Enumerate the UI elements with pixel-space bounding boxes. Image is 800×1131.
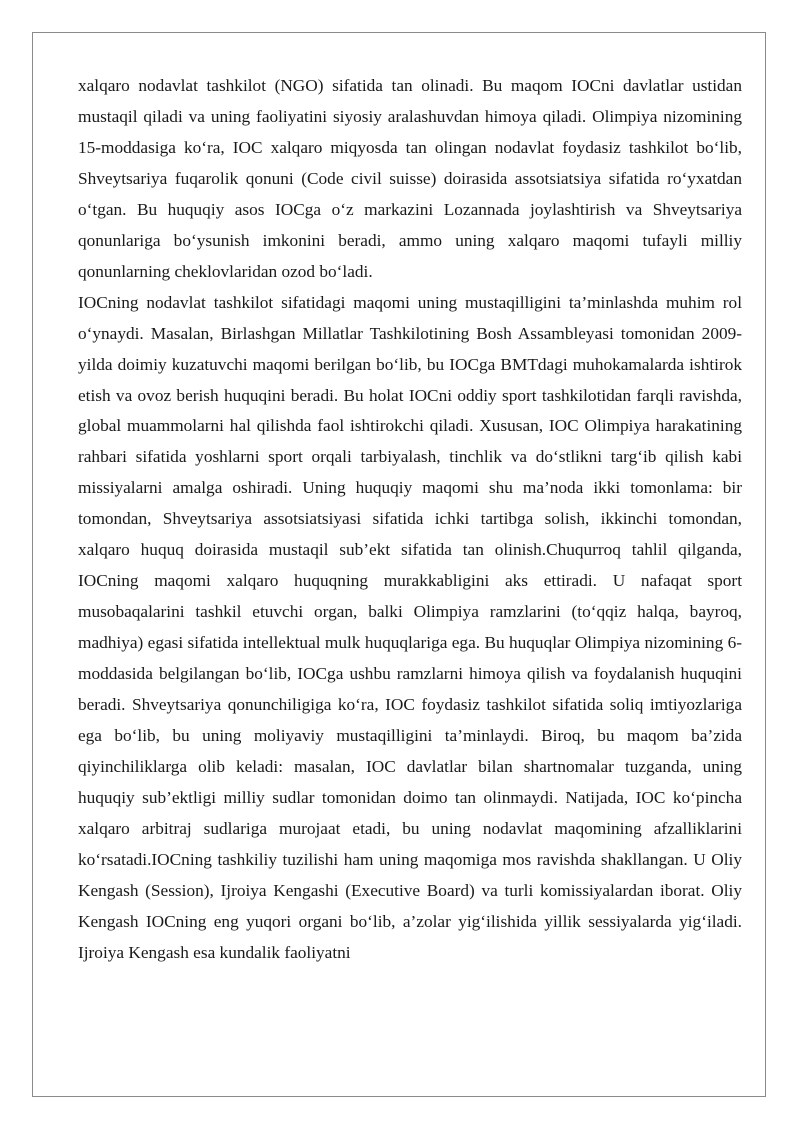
paragraph-2: IOCning nodavlat tashkilot sifatidagi maqomi uning mustaqilligini ta’minlashda muhim rol o‘ynaydi. Masalan, Birlashgan Millatlar Tashkilotining Bosh Assambleyasi tomonidan 2009-yilda doimiy kuzatuvchi maqomi berilgan bo‘lib, bu IOCga BMTdagi muhokamalarda ishtirok etish va ovoz berish huquqini beradi. Bu holat IOCni oddiy sport tashkilotidan farqli ravishda, global muammolarni hal qilishda faol ishtirokchi qiladi. Xususan, IOC Olimpiya harakatining rahbari sifatida yoshlarni sport orqali tarbiyalash, tinchlik va do‘stlikni targ‘ib qilish kabi missiyalarni amalga oshiradi. Uning huquqiy maqomi shu ma’noda ikki tomonlama: bir tomondan, Shveytsariya assotsiatsiyasi sifatida ichki tartibga solish, ikkinchi tomondan, xalqaro huquq doirasida mustaqil sub’ekt sifatida tan olinish.Chuqurroq tahlil qilganda, IOCning maqomi xalqaro huquqning murakkabligini aks ettiradi. U nafaqat sport musobaqalarini tashkil etuvchi organ, balki Olimpiya ramzlarini (to‘qqiz halqa, bayroq, madhiya) egasi sifatida intellektual mulk huquqlariga ega. Bu huquqlar Olimpiya nizomining 6-moddasida belgilangan bo‘lib, IOCga ushbu ramzlarni himoya qilish va foydalanish huquqini beradi. Shveytsariya qonunchiligiga ko‘ra, IOC foydasiz tashkilot sifatida soliq imtiyozlariga ega bo‘lib, bu uning moliyaviy mustaqilligini ta’minlaydi. Biroq, bu maqom ba’zida qiyinchiliklarga olib keladi: masalan, IOC davlatlar bilan shartnomalar tuzganda, uning huquqiy sub’ektligi milliy sudlar tomonidan doimo tan olinmaydi. Natijada, IOC ko‘pincha xalqaro arbitraj sudlariga murojaat etadi, bu uning nodavlat maqomining afzalliklarini ko‘rsatadi.IOCning tashkiliy tuzilishi ham uning maqomiga mos ravishda shakllangan. U Oliy Kengash (Session), Ijroiya Kengashi (Executive Board) va turli komissiyalardan iborat. Oliy Kengash IOCning eng yuqori organi bo‘lib, a’zolar yig‘ilishida yillik sessiyalarda yig‘iladi. Ijroiya Kengash esa kundalik faoliyatni — [78, 292, 742, 962]
paragraph-1: xalqaro nodavlat tashkilot (NGO) sifatida tan olinadi. Bu maqom IOCni davlatlar ustidan mustaqil qiladi va uning faoliyatini siyosiy aralashuvdan himoya qiladi. Olimpiya nizomining 15-moddasiga ko‘ra, IOC xalqaro miqyosda tan olingan nodavlat foydasiz tashkilot bo‘lib, Shveytsariya fuqarolik qonuni (Code civil suisse) doirasida assotsiatsiya sifatida ro‘yxatdan o‘tgan. Bu huquqiy asos IOCga o‘z markazini Lozannada joylashtirish va Shveytsariya qonunlariga bo‘ysunish imkonini beradi, ammo uning xalqaro maqomi tufayli milliy qonunlarning cheklovlaridan ozod bo‘ladi. — [78, 76, 742, 281]
document-body — [78, 71, 742, 969]
